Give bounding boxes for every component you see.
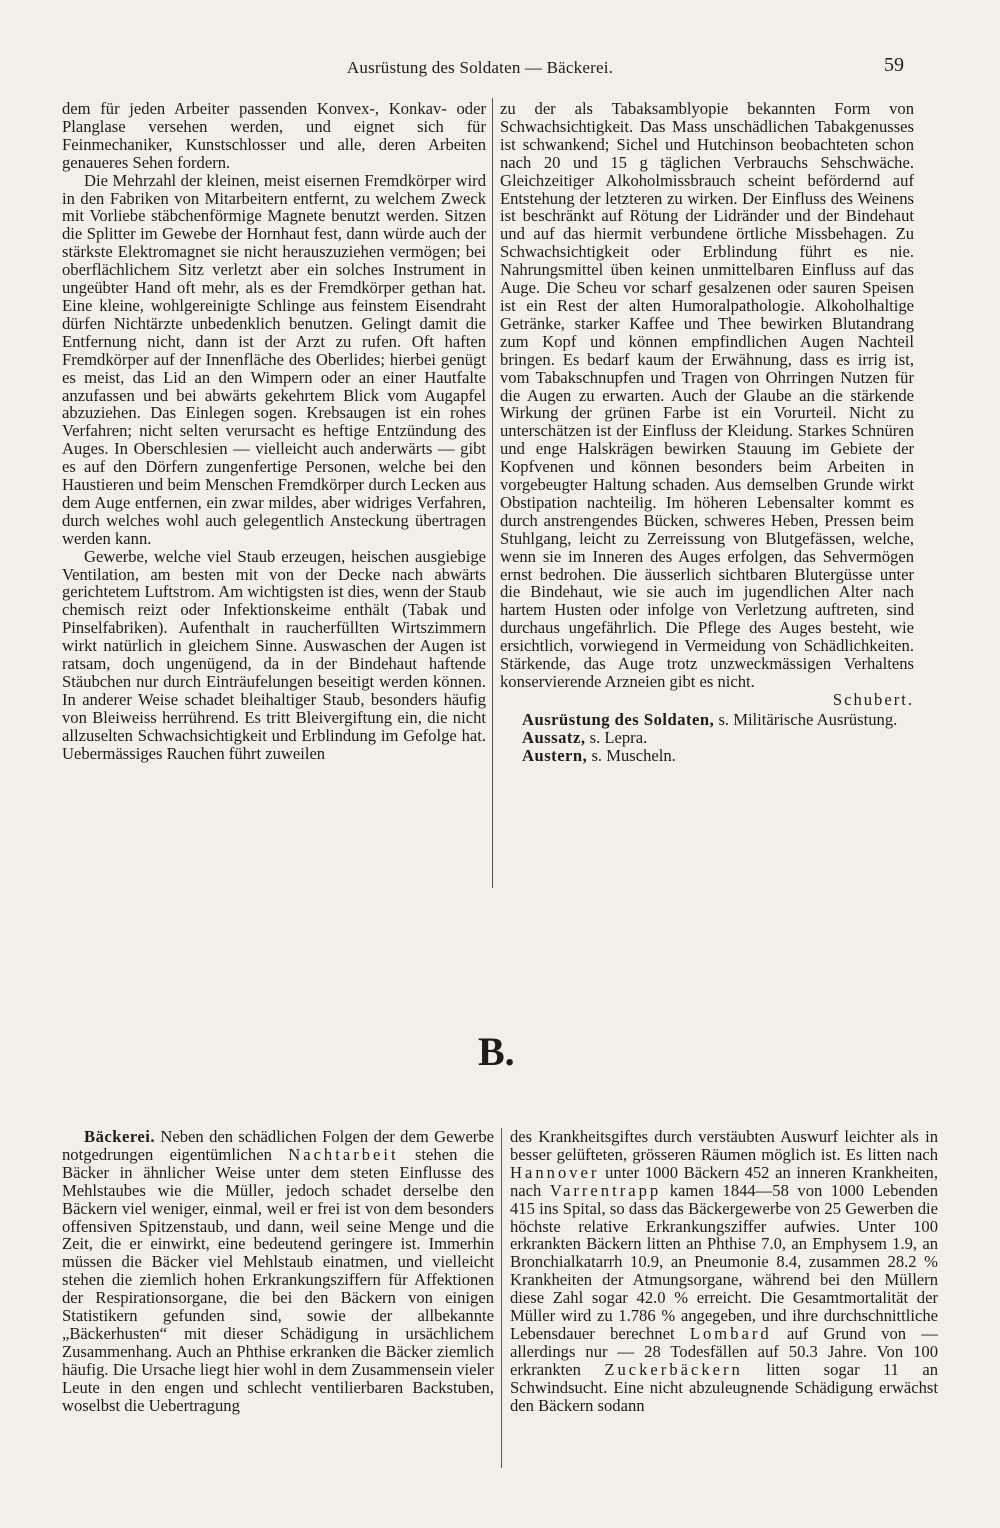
text-run: litten sogar 11 an Schwindsucht. Eine nicht abzuleugnende Schädigung erwächst den Bäckern sodann: [510, 1359, 938, 1415]
paragraph: zu der als Tabaksamblyopie bekannten Form von Schwachsichtigkeit. Das Mass unschädlichen Tabakgenusses ist schwankend; Sichel und Hutchinson beobachteten schon nach 20 und 15 g täglichen Verbrauchs Sehschwäche. Gleichzeitiger Alkoholmissbrauch scheint befördernd auf Entstehung der letzteren zu wirken. Der Einfluss des Weinens ist beschränkt auf Rötung der Lidränder und der Bindehaut und auf das hiermit verbundene örtliche Missbehagen. Zu Schwachsichtigkeit oder Erblindung führt es nie. Nahrungsmittel üben keinen unmittelbaren Einfluss auf das Auge. Die Scheu vor scharf gesalzenen oder sauren Speisen ist ein Rest der alten Humoralpathologie. Alkoholhaltige Getränke, starker Kaffee und Thee bewirken Blutandrang zum Kopf und können empfindlichen Augen Nachteil bringen. Es bedarf kaum der Erwähnung, dass es irrig ist, vom Tabakschnupfen und Tragen von Ohrringen Nutzen für die Augen zu erwarten. Auch der Glaube an die stärkende Wirkung der grünen Farbe ist ein Vorurteil. Nicht zu unterschätzen ist der Einfluss der Kleidung. Starkes Schnüren und enge Halskrägen bewirken Stauung im Gebiete der Kopfvenen und können besonders beim Arbeiten in vorgebeugter Haltung schaden. Aus demselben Grunde wirkt Obstipation nachteilig. Im höheren Lebensalter kommt es durch anstrengendes Bücken, schweres Heben, Pressen beim Stuhlgang, leicht zu Zerreissung von Blutgefässen, welche, wenn sie im Inneren des Auges erfolgen, das Sehvermögen ernst bedrohen. Die äusserlich sichtbaren Blutergüsse unter die Bindehaut, wie sie auch im jugendlichen Alter nach hartem Husten oder infolge von Verletzung auftreten, sind durchaus ungefährlich. Die Pflege des Auges besteht, wie ersichtlich, vorwiegend in Vermeidung von Schädlichkeiten. Stärkende, das Auge trotz unzweckmässigen Verhaltens konservierende Arzneien gibt es nicht.: [500, 99, 914, 691]
column-bottom-right: [510, 1128, 938, 1415]
cross-reference-entry: [500, 747, 914, 765]
column-divider: [501, 1128, 502, 1468]
paragraph: Die Mehrzahl der kleinen, meist eisernen Fremdkörper wird in den Fabriken von Mitarbeitern entfernt, zu welchem Zweck mit Vorliebe stäbchenförmige Magnete benutzt werden. Sitzen die Splitter im Gewebe der Hornhaut fest, dann würde auch der stärkste Elektromagnet sie nicht herauszuziehen vermögen; bei oberflächlichem Sitz verletzt aber ein solches Instrument in ungeübter Hand oft mehr, als es der Fremdkörper gethan hat. Eine kleine, wohlgereinigte Schlinge aus feinstem Eisendraht dürfen Nichtärzte unbedenklich benutzen. Gelingt damit die Entfernung nicht, dann ist der Arzt zu rufen. Oft haften Fremdkörper auf der Innenfläche des Oberlides; hierbei genügt es meist, das Lid an den Wimpern oder an einer Hautfalte anzufassen und bei abwärts gekehrtem Blick vom Augapfel abzuziehen. Das Einlegen sogen. Krebsaugen ist ein rohes Verfahren; nicht selten verursacht es heftige Entzündung des Auges. In Oberschlesien — vielleicht auch anderwärts — gibt es auf den Dörfern zungenfertige Personen, welche bei den Haustieren und beim Menschen Fremdkörper durch Lecken aus dem Auge entfernen, ein zwar mildes, aber widriges Verfahren, durch welches wohl auch gelegentlich Ansteckung übertragen werden kann.: [62, 170, 486, 548]
author-name: Lombard: [689, 1323, 772, 1343]
author-name: Varrentrapp: [549, 1180, 662, 1200]
entry-headword: Austern,: [522, 745, 588, 765]
page-number: 59: [884, 54, 904, 76]
paragraph: dem für jeden Arbeiter passenden Konvex-, Konkav- oder Planglase versehen werden, und eignet sich für Feinmechaniker, Kunstschlosser und alle, deren Arbeiten genaueres Sehen fordern.: [62, 99, 486, 172]
running-title: Ausrüstung des Soldaten — Bäckerei.: [346, 58, 614, 77]
text-run: des Krankheitsgiftes durch verstäubten Auswurf leichter als in besser gelüfteten, grösseren Räumen möglich ist. Es litten nach: [510, 1127, 938, 1164]
column-divider: [492, 98, 493, 888]
entry-reference: s. Militärische Ausrüstung.: [718, 709, 898, 729]
text-run: auf Grund von — allerdings nur — 28 Todesfällen auf 50.3 Jahre. Von 100 erkrankten: [510, 1323, 938, 1379]
text-run: kamen 1844—58 von 1000 Lebenden 415 ins Spital, so dass das Bäckergewerbe von 25 Gewerben die höchste relative Erkrankungsziffer aufwies. Unter 100 erkrankten Bäckern litten an Phthise 7.0, an Emphysem 1.9, an Bronchialkatarrh 10.9, an Pneumonie 8.4, zusammen 28.2 % Krankheiten der Atmungsorgane, während bei den Müllern diese Zahl sogar 42.0 % erreicht. Die Gesamtmortalität der Müller wird zu 1.786 % angegeben, und ihre durchschnittliche Lebensdauer berechnet: [510, 1180, 938, 1343]
article-paragraph: [62, 1128, 494, 1415]
cross-reference-entry: [500, 711, 914, 729]
column-top-left: [62, 100, 486, 763]
author-name: Hannover: [510, 1162, 600, 1182]
entry-headword: Aussatz,: [522, 727, 586, 747]
author-signature: Schubert.: [832, 689, 914, 709]
article-paragraph: [510, 1128, 938, 1415]
text-run: unter 1000 Bäckern 452 an inneren Krankheiten, nach: [510, 1162, 938, 1200]
entry-reference: s. Lepra.: [589, 727, 648, 747]
text-run: Neben den schädlichen Folgen der dem Gewerbe notgedrungen eigentümlichen: [62, 1127, 494, 1164]
entry-headword: Bäckerei.: [84, 1127, 156, 1146]
paragraph: Gewerbe, welche viel Staub erzeugen, heischen ausgiebige Ventilation, am besten mit von der Decke nach abwärts gerichtetem Luftstrom. Am wichtigsten ist dies, wenn der Staub chemisch reizt oder Infektionskeime enthält (Tabak und Pinselfabriken). Aufenthalt in raucherfüllten Wirtszimmern wirkt natürlich in gleichem Sinne. Auswaschen der Augen ist ratsam, doch ungenügend, da in der Bindehaut haftende Stäubchen nur durch Einträufelungen beseitigt werden können. In anderer Weise schadet bleihaltiger Staub, besonders häufig von Bleiweiss herrührend. Es tritt Bleivergiftung ein, die nicht allzuselten Schwachsichtigkeit und Erblindung im Gefolge hat. Uebermässiges Rauchen führt zuweilen: [62, 546, 486, 763]
cross-reference-list: [500, 711, 914, 765]
emphasized-term: Zuckerbäckern: [604, 1359, 743, 1379]
cross-reference-entry: [500, 729, 914, 747]
text-run: stehen die Bäcker in ähnlicher Weise unter dem steten Einflusse des Mehlstaubes wie die Müller, jedoch schadet derselbe den Bäckern viel weniger, einmal, weil er frei ist von dem besonders offensiven Spitzenstaub, und dann, weil seine Menge und die Zeit, die er einwirkt, eine bedeutend geringere ist. Immerhin müssen die Bäcker viel Mehlstaub einatmen, und vielleicht stehen die ziemlich hohen Erkrankungsziffern für Affektionen der Respirationsorgane, die bei den Bäckern von einigen Statistikern gefunden sind, sowie der allbekannte „Bäckerhusten“ mit dieser Schädigung in ursächlichem Zusammenhang. Auch an Phthise erkranken die Bäcker ziemlich häufig. Die Ursache liegt hier wohl in dem Zusammensein vieler Leute in den engen und schlecht ventilierbaren Backstuben, woselbst die Uebertragung: [62, 1144, 494, 1415]
section-letter: B.: [478, 1029, 515, 1074]
entry-reference: s. Muscheln.: [591, 745, 676, 765]
column-top-right: [500, 100, 914, 765]
entry-headword: Ausrüstung des Soldaten,: [522, 709, 715, 729]
emphasized-term: Nachtarbeit: [288, 1144, 399, 1164]
column-bottom-left: [62, 1128, 494, 1415]
page-header: [0, 54, 1000, 86]
